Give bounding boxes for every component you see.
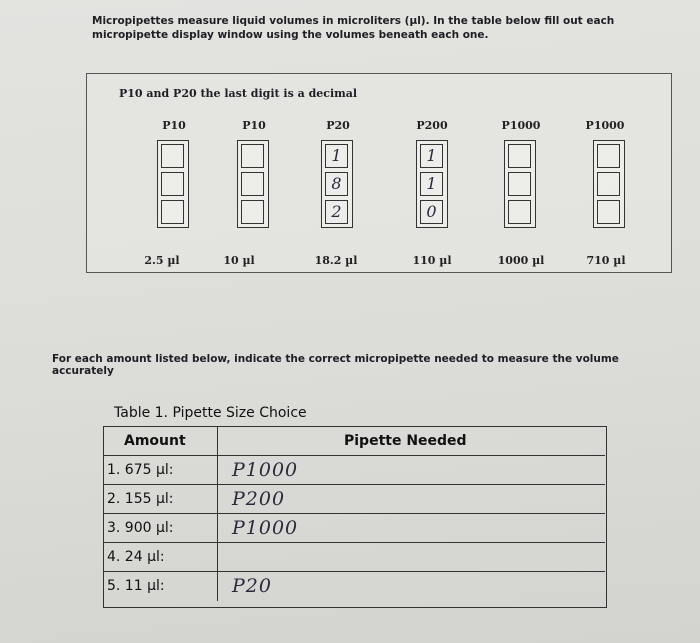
- pipette-needed-cell[interactable]: P20: [232, 575, 272, 597]
- display-digit[interactable]: 1: [420, 172, 443, 196]
- pipette-label: P1000: [501, 119, 541, 132]
- display-digit[interactable]: 8: [325, 172, 348, 196]
- pipette-label: P10: [162, 119, 186, 132]
- pipette-volume: 18.2 µl: [314, 254, 358, 267]
- display-digit[interactable]: [508, 144, 531, 168]
- pipette-display-panel: [86, 73, 672, 273]
- table-header-row: [104, 427, 605, 456]
- instructions-text: Micropipettes measure liquid volumes in microliters (µl). In the table below fill out each micropipette display window using the volumes beneath each one.: [92, 15, 615, 41]
- display-digit[interactable]: [597, 200, 620, 224]
- table-title: Table 1. Pipette Size Choice: [114, 405, 307, 421]
- pipette-display-window[interactable]: [504, 140, 536, 228]
- pipette-needed-cell[interactable]: P1000: [232, 517, 299, 539]
- pipette-size-table: [103, 426, 607, 608]
- display-digit[interactable]: [241, 144, 264, 168]
- display-digit[interactable]: [508, 200, 531, 224]
- amount-cell: 5. 11 µl:: [104, 572, 218, 601]
- display-digit[interactable]: 1: [420, 144, 443, 168]
- pipette-volume: 2.5 µl: [144, 254, 180, 267]
- pipette-display-window[interactable]: [321, 140, 353, 228]
- amount-cell: 3. 900 µl:: [104, 514, 218, 542]
- pipette-volume: 1000 µl: [497, 254, 545, 267]
- pipette-label: P10: [242, 119, 266, 132]
- amount-cell: 1. 675 µl:: [104, 456, 218, 484]
- amount-column-header: Amount: [104, 427, 218, 455]
- display-digit[interactable]: [508, 172, 531, 196]
- table-row: [104, 514, 605, 543]
- pipette-display-window[interactable]: [593, 140, 625, 228]
- pipette-display-window[interactable]: [416, 140, 448, 228]
- display-digit[interactable]: 2: [325, 200, 348, 224]
- pipette-needed-cell[interactable]: P200: [232, 488, 286, 510]
- table-row: [104, 543, 605, 572]
- table-row: [104, 485, 605, 514]
- display-digit[interactable]: [597, 144, 620, 168]
- amount-cell: 4. 24 µl:: [104, 543, 218, 571]
- display-digit[interactable]: 1: [325, 144, 348, 168]
- display-digit[interactable]: [597, 172, 620, 196]
- display-digit[interactable]: 0: [420, 200, 443, 224]
- table-row: [104, 572, 605, 601]
- pipette-display-window[interactable]: [157, 140, 189, 228]
- display-digit[interactable]: [161, 200, 184, 224]
- pipette-volume: 10 µl: [223, 254, 255, 267]
- display-digit[interactable]: [161, 172, 184, 196]
- amount-cell: 2. 155 µl:: [104, 485, 218, 513]
- pipette-label: P20: [326, 119, 350, 132]
- pipette-display-window[interactable]: [237, 140, 269, 228]
- panel-note: P10 and P20 the last digit is a decimal: [119, 87, 358, 100]
- pipette-needed-cell[interactable]: P1000: [232, 459, 299, 481]
- table-row: [104, 456, 605, 485]
- pipette-volume: 110 µl: [412, 254, 452, 267]
- display-digit[interactable]: [241, 172, 264, 196]
- pipette-needed-column-header: Pipette Needed: [344, 433, 467, 449]
- pipette-label: P1000: [585, 119, 625, 132]
- pipette-volume: 710 µl: [586, 254, 626, 267]
- pipette-label: P200: [416, 119, 448, 132]
- display-digit[interactable]: [241, 200, 264, 224]
- display-digit[interactable]: [161, 144, 184, 168]
- question-text: For each amount listed below, indicate the correct micropipette needed to measure the volume accurately: [52, 353, 619, 377]
